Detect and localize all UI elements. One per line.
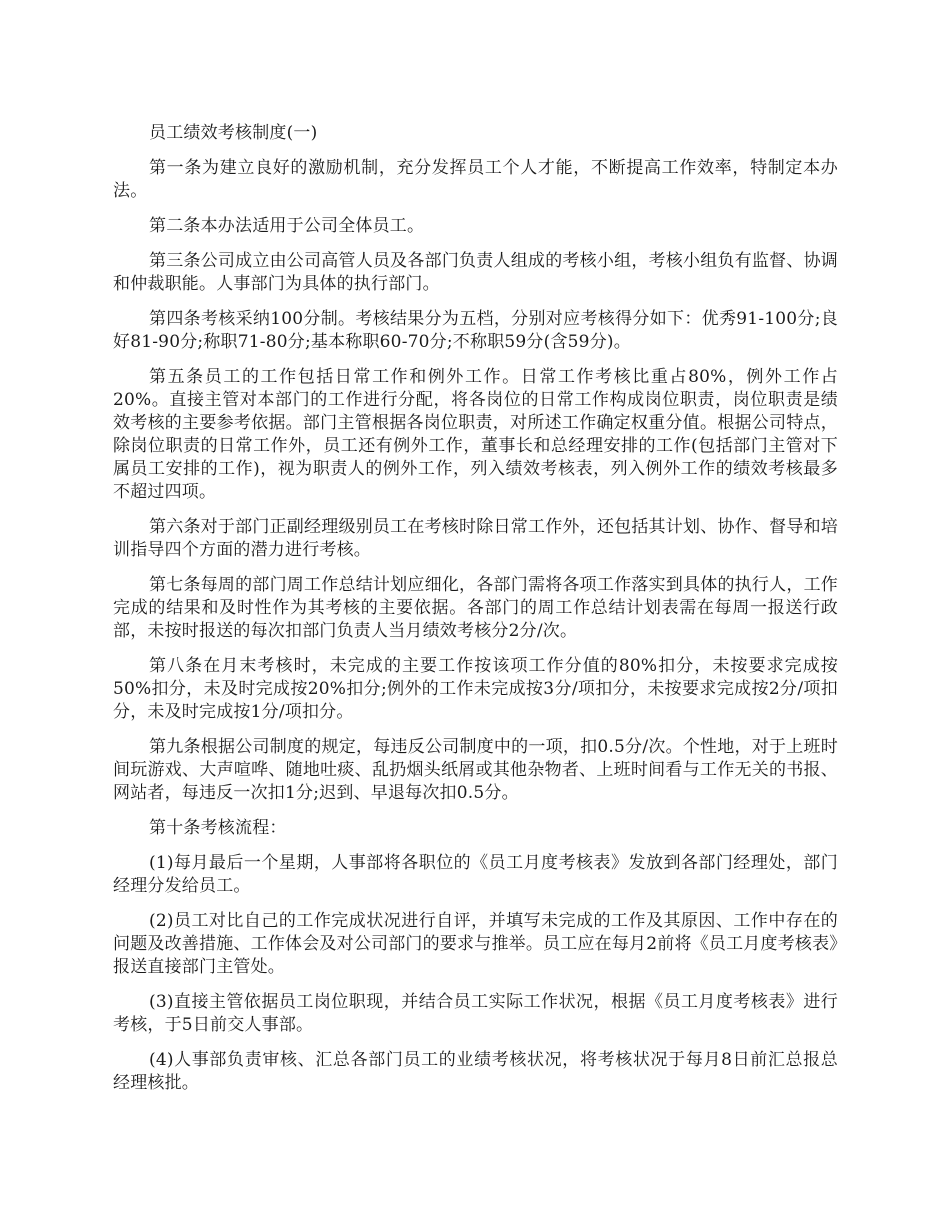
- article-6: 第六条对于部门正副经理级别员工在考核时除日常工作外，还包括其计划、协作、督导和培训指导四个方面的潜力进行考核。: [113, 517, 838, 560]
- document-body: [113, 122, 838, 1107]
- article-5: 第五条员工的工作包括日常工作和例外工作。日常工作考核比重占80%，例外工作占20%。直接主管对本部门的工作进行分配，将各岗位的日常工作构成岗位职责，岗位职责是绩效考核的主要参考依据。部门主管根据各岗位职责，对所述工作确定权重分值。根据公司特点，除岗位职责的日常工作外，员工还有例外工作，董事长和总经理安排的工作(包括部门主管对下属员工安排的工作)，视为职责人的例外工作，列入绩效考核表，列入例外工作的绩效考核最多不超过四项。: [113, 367, 838, 502]
- article-2: 第二条本办法适用于公司全体员工。: [149, 216, 425, 236]
- article-7: 第七条每周的部门周工作总结计划应细化，各部门需将各项工作落实到具体的执行人，工作完成的结果和及时性作为其考核的主要依据。各部门的周工作总结计划表需在每周一报送行政部，未按时报送的每次扣部门负责人当月绩效考核分2分/次。: [113, 575, 838, 641]
- article-4: 第四条考核采纳100分制。考核结果分为五档，分别对应考核得分如下：优秀91-100分;良好81-90分;称职71-80分;基本称职60-70分;不称职59分(含59分)。: [113, 309, 838, 352]
- article-3: 第三条公司成立由公司高管人员及各部门负责人组成的考核小组，考核小组负有监督、协调和仲裁职能。人事部门为具体的执行部门。: [113, 251, 838, 294]
- article-10-heading: 第十条考核流程：: [149, 818, 287, 838]
- process-step-2: (2)员工对比自己的工作完成状况进行自评，并填写未完成的工作及其原因、工作中存在的问题及改善措施、工作体会及对公司部门的要求与推举。员工应在每月2前将《员工月度考核表》报送直接部门主管处。: [113, 911, 838, 977]
- document-title: 员工绩效考核制度(一): [149, 123, 318, 143]
- process-step-3: (3)直接主管依据员工岗位职现，并结合员工实际工作状况，根据《员工月度考核表》进行考核，于5日前交人事部。: [113, 992, 838, 1035]
- article-1: 第一条为建立良好的激励机制，充分发挥员工个人才能，不断提高工作效率，特制定本办法。: [113, 158, 838, 201]
- process-step-4: (4)人事部负责审核、汇总各部门员工的业绩考核状况，将考核状况于每月8日前汇总报总经理核批。: [113, 1050, 838, 1093]
- article-8: 第八条在月末考核时，未完成的主要工作按该项工作分值的80%扣分，未按要求完成按50%扣分，未及时完成按20%扣分;例外的工作未完成按3分/项扣分，未按要求完成按2分/项扣分，未及时完成按1分/项扣分。: [113, 656, 838, 722]
- article-9: 第九条根据公司制度的规定，每违反公司制度中的一项，扣0.5分/次。个性地，对于上班时间玩游戏、大声喧哗、随地吐痰、乱扔烟头纸屑或其他杂物者、上班时间看与工作无关的书报、网站者，每违反一次扣1分;迟到、早退每次扣0.5分。: [113, 737, 838, 803]
- process-step-1: (1)每月最后一个星期，人事部将各职位的《员工月度考核表》发放到各部门经理处，部门经理分发给员工。: [113, 853, 838, 896]
